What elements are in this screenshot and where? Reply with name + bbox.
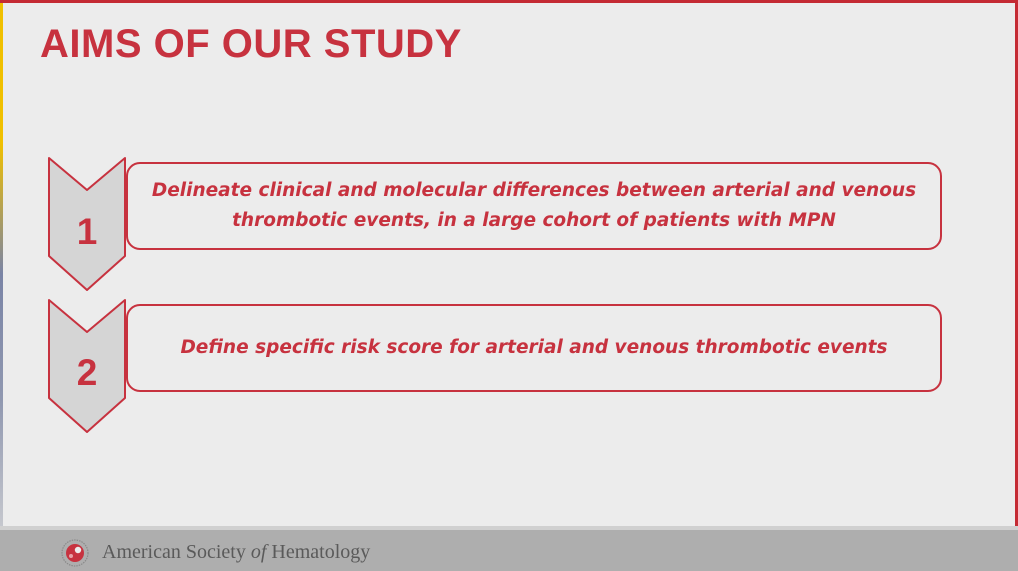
footer-organization-name xyxy=(102,541,370,564)
aim-2-text: Define specific risk score for arterial and venous thrombotic events xyxy=(180,337,888,358)
aim-2-box xyxy=(126,304,942,392)
ash-logo-icon xyxy=(55,538,95,568)
aim-2-number: 2 xyxy=(76,352,98,393)
aim-1-text: Delineate clinical and molecular differences between arterial and venous thrombotic events, in a large cohort of patients with MPN xyxy=(151,180,917,231)
left-edge-strip xyxy=(0,0,3,571)
aim-1-box xyxy=(126,162,942,250)
aim-1-chevron-icon xyxy=(47,156,127,294)
footer-org-of: of xyxy=(250,541,267,563)
aim-2-chevron-icon xyxy=(47,298,127,436)
slide-title: AIMS OF OUR STUDY xyxy=(40,22,462,66)
top-border xyxy=(0,0,1018,3)
aim-1-number: 1 xyxy=(76,211,98,252)
footer-org-prefix: American Society xyxy=(102,541,251,563)
footer-org-suffix: Hematology xyxy=(266,541,371,563)
